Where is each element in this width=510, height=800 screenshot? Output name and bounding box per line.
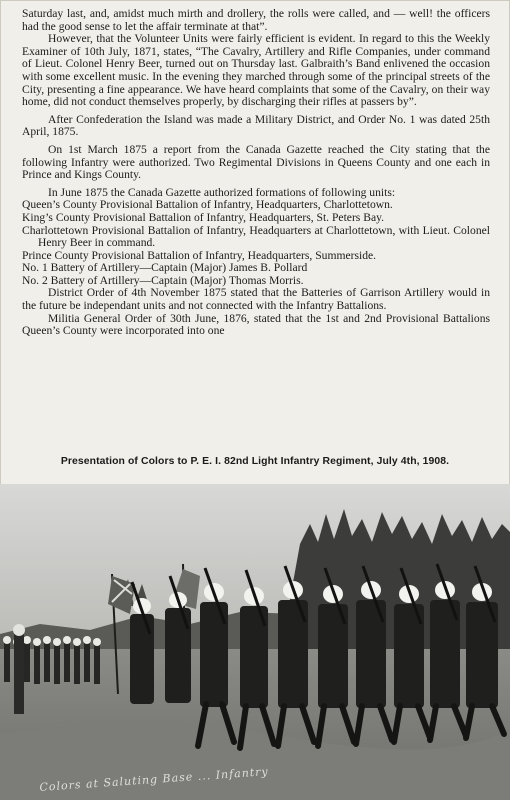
paragraph: District Order of 4th November 1875 stated that the Batteries of Garrison Artillery would in the future be independant units and not connected with the Infantry Battalions.	[22, 286, 490, 313]
paragraph: Saturday last, and, amidst much mirth and drollery, the rolls were called, and — well! the officers had the good sense to let the affair terminate at that”.	[22, 7, 490, 33]
paragraph: In June 1875 the Canada Gazette authorized formations of following units:	[48, 185, 396, 199]
article-text	[22, 8, 490, 338]
paragraph: However, that the Volunteer Units were fairly efficient is evident. In regard to this the Weekly Examiner of 10th July, 1871, states, “The Cavalry, Artillery and Rifle Companies, under command of Lieut. Colonel Henry Beer, turned out on Thursday last. Galbraith’s Band enlivened the occasion with some excellent music. In the evening they marched through some of the principal streets of the City, presenting a fine appearance. We have heard complaints that some of the Cavalry, on their way home, did not conduct themselves properly, by discharging their rifles at passers by”.	[22, 32, 490, 109]
unit-list-item: Charlottetown Provisional Battalion of Infantry, Headquarters at Charlottetown, with Lieut. Colonel Henry Beer in command.	[22, 223, 490, 250]
parade-photograph	[0, 484, 510, 800]
photo-inscription: Colors at Saluting Base ... Infantry	[39, 765, 270, 794]
unit-list-item: King’s County Provisional Battalion of Infantry, Headquarters, St. Peters Bay.	[22, 210, 385, 224]
paragraph: After Confederation the Island was made a Military District, and Order No. 1 was dated 25th April, 1875.	[22, 112, 490, 139]
unit-list-item: No. 2 Battery of Artillery—Captain (Major) Thomas Morris.	[22, 273, 304, 287]
paragraph: On 1st March 1875 a report from the Canada Gazette reached the City stating that the following Infantry were authorized. Two Regimental Divisions in Queens County and one each in Prince and Kings County.	[22, 142, 490, 182]
photo-caption: Presentation of Colors to P. E. I. 82nd Light Infantry Regiment, July 4th, 1908.	[60, 456, 450, 467]
unit-list-item: Queen’s County Provisional Battalion of Infantry, Headquarters, Charlottetown.	[22, 198, 393, 212]
parade-photo-illustration	[0, 484, 510, 800]
paragraph: Militia General Order of 30th June, 1876, stated that the 1st and 2nd Provisional Battalions Queen’s County were incorporated into one	[22, 311, 490, 338]
unit-list-item: No. 1 Battery of Artillery—Captain (Major) James B. Pollard	[22, 261, 308, 275]
unit-list-item: Prince County Provisional Battalion of Infantry, Headquarters, Summerside.	[22, 248, 377, 262]
